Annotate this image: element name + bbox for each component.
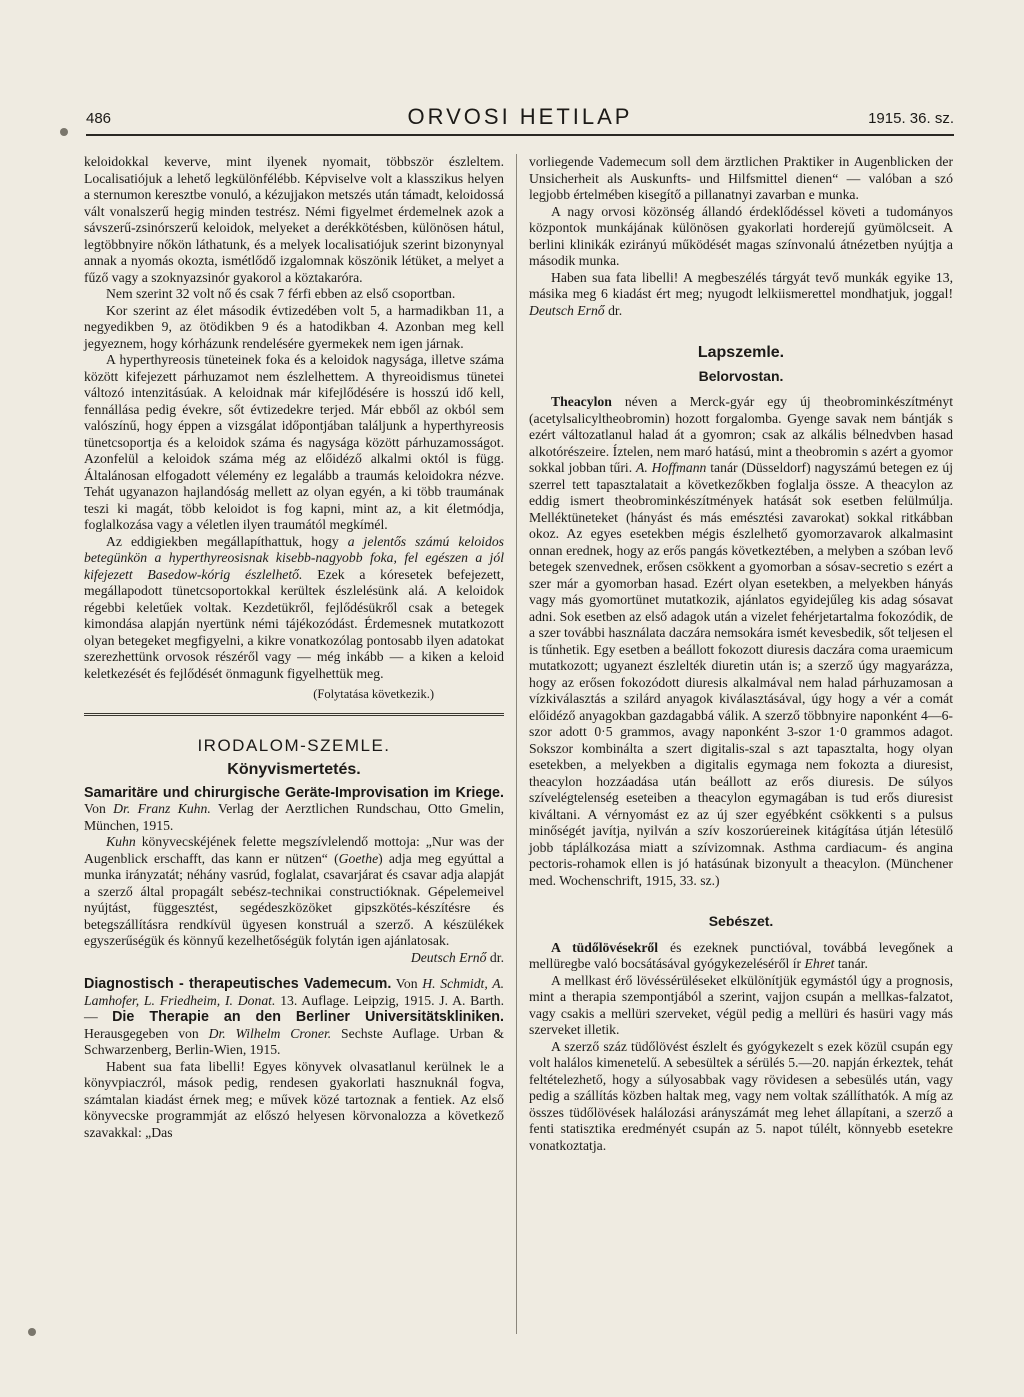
paragraph: A mellkast érő lövéssérüléseket elkülönítjük egymástól úgy a prognosis, mint a therapia szempontjából a szerint, vajjon csupán a mellkas-falzatot, vagy csakis a mellüri szerveket, végül pedig a mellüri és hasüri vagy más szerveket illetik. [529,972,953,1037]
book-citation: Diagnostisch - therapeutisches Vademecum. Von H. Schmidt, A. Lamhofer, L. Friedheim, I. Donat. 13. Auflage. Leipzig, 1915. J. A. Barth. — Die Therapie an den Berliner Universitätskliniken. Herausgegeben von Dr. Wilhelm Croner. Sechste Auflage. Urban & Schwarzenberg, Berlin-Wien, 1915. [84,976,505,1057]
emphasis: a jelentős számú keloidos betegünkön a hyperthyreosisnak kisebb-nagyobb foka, fel egészen a jól kifejezett Basedow-kórig észlelhető. [84,533,504,582]
paragraph: A szerző száz tüdőlövést észlelt és gyógykezelt s ezek közül csupán egy volt halálos kimenetelű. A sebesültek a sérülés 5.—20. napján érkeztek, tehát feltételezhető, hogy a súlyosabbak vagy rövidesen a sebesülés után, vagy pedig a szállítás közben haltak meg, vagy nem voltak szállíthatók. A míg az összes tüdőlövések halálozási arányszámát meg lehet állapítani, a szerző a fenti statisztika eredményét csupán az 5. napot túlélt, könnyebb esetekre vonatkoztatja. [529,1038,953,1153]
binding-hole [28,1328,36,1336]
signature: Deutsch Ernő dr. [410,949,504,965]
subsection-title: Könyvismertetés. [227,761,361,778]
review: Kuhn könyvecskéjének felette megszívlelendő mottoja: „Nur was der Augenblick erschafft, das kann er nützen“ (Goethe) adja meg egyúttal a munka irányzatát; néhány vasrúd, foglalat, csavarjárat és csavar adja alapját a szerző által propagált sebész-technikai constructióknak. Gépelemeivel nyújtást, függesztést, segédeszközöket gipszkötés-készítésre és betegszállításra rendkívül ügyesen konstruál a szerző. A készülékek egyszerűségük és könnyű kezelhetőségük folytán igen ajánlatosak. [84,834,504,948]
left-column [84,154,504,1141]
paragraph: Nem szerint 32 volt nő és csak 7 férfi ebben az első csoportban. [106,286,456,301]
divider [84,713,504,714]
page-number: 486 [86,110,112,127]
book-citation: Samaritäre und chirurgische Geräte-Improvisation im Kriege. Von Dr. Franz Kuhn. Verlag der Aerztlichen Rundschau, Otto Gmelin, München, 1915. [84,784,504,833]
subsection-title: Belorvostan. [698,367,784,384]
divider [84,715,504,716]
paragraph: A tüdőlövésekről és ezeknek punctióval, továbbá levegőnek a mellüregbe való bocsátásával gyógykezeléséről ír Ehret tanár. [529,939,953,971]
page-header [86,104,954,136]
paragraph: Theacylon néven a Merck-gyár egy új theobrominkészítményt (acetylsalicyltheobromin) hozott forgalomba. Gyenge savak nem bántják s ezért változatlanul halad át a gyomron; csak az alkális bélnedvben hasad alkotórészeire. Íztelen, nem maró hatású, mint a theobromin s azért a gyomor sokkal jobban tűri. A. Hoffmann tanár (Düsseldorf) nagyszámú betegen ez új szerrel tett tapasztalatait a következőkben foglalja össze. A theacylon az eddig ismert theobrominkészítmények hatását sok esetben felülmúlja. Melléktüneteket (hányást és más emésztési zavarokat) sokkal ritkábban okoz. Az egyes esetekben mégis észlelhető gyomorzavarok alkalmasint onnan erednek, hogy az erős pangás következtében, a melyben a szóban levő betegek szenvednek, erősen csökkent a gyomorban a sósav-secretio s ezért a szer már a gyomorban hasad. Ezért olyan esetekben, a melyekben hányás vagy más gyomortünet mutatkozik, ajánlatos egyidejűleg kis adag sósavat adni. Sok esetben az első adagok után a vizelet fehérjetartalma fokozódik, de a szer további használata daczára nemsokára ismét kevesbedik, sőt teljesen el is tűnhetik. Egy esetben a beállott fokozott diuresis daczára coma uraemicum mutatkozott; ugyanezt észlelték diuretin után is; a szerző úgy magyarázza, hogy az erősen fokozódott diuresis alkalmával nem halad párhuzamosan a vízkiválasztás a szilárd anyagok kiválasztásával, úgy hogy a vér a comát előidéző anyagokban gazdagabbá válik. A szerző többnyire naponként 4—6-szor adott 0·5 grammos, avagy naponként 3-szor 1·0 grammos adagot. Sokszor kombinálta a szert digitalis-szal s azt tapasztalta, hogy olyan esetekben, a melyekben a digitalis egymaga nem fokozta a diuresist, theacylon hozzáadása után beállott az erős diuresis. De súlyos szívelégtelenség eseteiben a theacylon egymagában is tud erős diuresist kiváltani. A vérnyomást ez az új szer egyébként csökkenti s a pulsus minőségét javítja, nyilván a szív koszorúereinek kitágítása útján létesülő jobb táplálkozása miatt a szívizomnak. Asthma cardiacum- és angina pectoris-rohamok ellen is jó hatásúnak bizonyult a theacylon. (Münchener med. Wochenschrift, 1915, 33. sz.) [529,394,953,888]
paragraph: vorliegende Vademecum soll dem ärztlichen Praktiker in Augenblicken der Unsicherheit als Auskunfts- und Hilfsmittel dienen“ — valóban a szó legjobb értelmében kisegítő a pillanatnyi zavarban e munka. [529,154,953,202]
subsection-title: Sebészet. [708,913,774,929]
paragraph: keloidokkal keverve, mint ilyenek nyomait, többször észleltem. Localisatiójuk a lehető legkülönfélébb. Képviselve volt a klasszikus helyen a sternumon keresztbe vonuló, a kézujjakon metszés után támadt, keloidossá vált vonalszerű hegig minden testrész. Némi figyelmet érdemelnek azok a sávszerű-zsinórszerű keloidok, melyeket a derékkötésben, különösen hátul, legtöbbnyire nőkön láthatunk, és a melyek localisatiójuk szerint bizonynyal annak a nyomás okozta, ismétlődő izgalomnak köszönik létüket, a melyet a fűző vagy a szoknyazsinór gyakorol a köztakaróra. [84,154,504,285]
journal-title: ORVOSI HETILAP [407,104,633,129]
column-divider [516,154,517,1334]
paragraph: A nagy orvosi közönség állandó érdeklődéssel követi a tudományos központok munkájának különösen gyakorlati horderejű gyümölcseit. A berlini klinikák ezirányú működését magas színvonalú átnézetben nyújtja a második munka. [529,203,953,268]
paragraph: Az eddigiekben megállapíthattuk, hogy a jelentős számú keloidos betegünkön a hyperthyreosisnak kisebb-nagyobb foka, fel egészen a jól kifejezett Basedow-kórig észlelhető. Ezek a kóresetek befejezett, megállapodott tünetcsoportokkal kerültek észlelésünk alá. A keloidok régebbi keletűek voltak. Kezdetükről, fejlődésükről csak a betegek kimondása alapján nyertünk némi tájékozódást. Érdemesnek mutatkozott olyan betegeket megfigyelni, a kikre vonatkozólag pontosabb ilyen adatokat szerezhettünk orvosok részéről vagy — még inkább — a kiken a keloid keletkezését és fejlődését önmagunk figyelhettük meg. [84,533,504,681]
paragraph: Haben sua fata libelli! A megbeszélés tárgyát tevő munkák egyike 13, másika meg 6 kiadást ért meg; nyugodt lelkiismerettel mondhatjuk, joggal! Deutsch Ernő dr. [529,269,953,318]
binding-hole [60,128,68,136]
section-title: Lapszemle. [697,344,785,361]
paragraph: A hyperthyreosis tüneteinek foka és a keloidok nagysága, illetve száma között kifejezett párhuzamot nem észlelhettem. A thyreoidismus tünetei változó intenzitásúak. A keloidnak már kifejlődésére is hosszú idő kell, fennállása pedig évekre, sőt évtizedekre terjed. Már ebből az okból sem valószínű, hogy éppen a vizsgálat időpontjában találjunk a hyperthyreosis tünetcsoportja és a keloidok száma és nagysága között párhuzamosságot. Azonfelül a keloidok száma még az előidéző alkalmi októl is függ. Általánosan elfogadott vélemény ez legalább a traumás keloidokra nézve. Tehát ugyanazon hajlandóság mellett az olyan egyén, a ki több traumának teszi ki magát, több keloidot is fog kapni, mint az, a kit életmódja, foglalkozása vagy a véletlen ilyen traumától megkímél. [84,352,504,532]
continued-note: (Folytatása következik.) [313,687,434,701]
right-column [529,154,953,1154]
signature: Deutsch Ernő [529,302,605,318]
section-title: IRODALOM-SZEMLE. [197,735,391,755]
issue-number: 1915. 36. sz. [868,110,954,127]
paragraph: Kor szerint az élet második évtizedében volt 5, a harmadikban 11, a negyedikben 9, az ötödikben 9 és a hatodikban 4. Azonban meg kell jegyeznem, hogy kórházunk rendelésére gyermekek nem igen járnak. [84,302,504,351]
review: Habent sua fata libelli! Egyes könyvek olvasatlanul kerülnek le a könyvpiaczról, mások pedig, rendesen gyakorlati hasznuknál fogva, számtalan kiadást érnek meg; e művek közé tartoznak a fentiek. Az első könyvecske programmját az előszó helyesen körvonalozza a következő szavakkal: „Das [84,1058,504,1140]
